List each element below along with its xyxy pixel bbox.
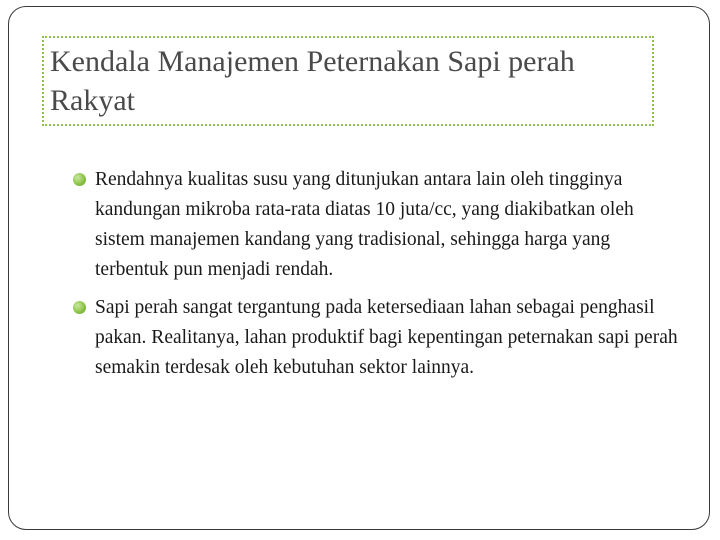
bullet-dot-icon <box>73 301 86 314</box>
bullet-text: Rendahnya kualitas susu yang ditunjukan antara lain oleh tingginya kandungan mikroba rata-rata diatas 10 juta/cc, yang diakibatkan oleh sistem manajemen kandang yang tradisional, sehingga harga yang terbentuk pun menjadi rendah. <box>95 169 634 280</box>
bullet-dot-icon <box>73 173 86 186</box>
bullet-item <box>72 165 682 285</box>
bullet-item <box>72 293 682 383</box>
bullet-list <box>72 165 682 391</box>
slide-title: Kendala Manajemen Peternakan Sapi perah Rakyat <box>50 45 575 117</box>
bullet-text: Sapi perah sangat tergantung pada ketersediaan lahan sebagai penghasil pakan. Realitanya, lahan produktif bagi kepentingan peternakan sapi perah semakin terdesak oleh kebutuhan sektor lainnya. <box>95 297 678 378</box>
title-placeholder <box>42 36 654 126</box>
